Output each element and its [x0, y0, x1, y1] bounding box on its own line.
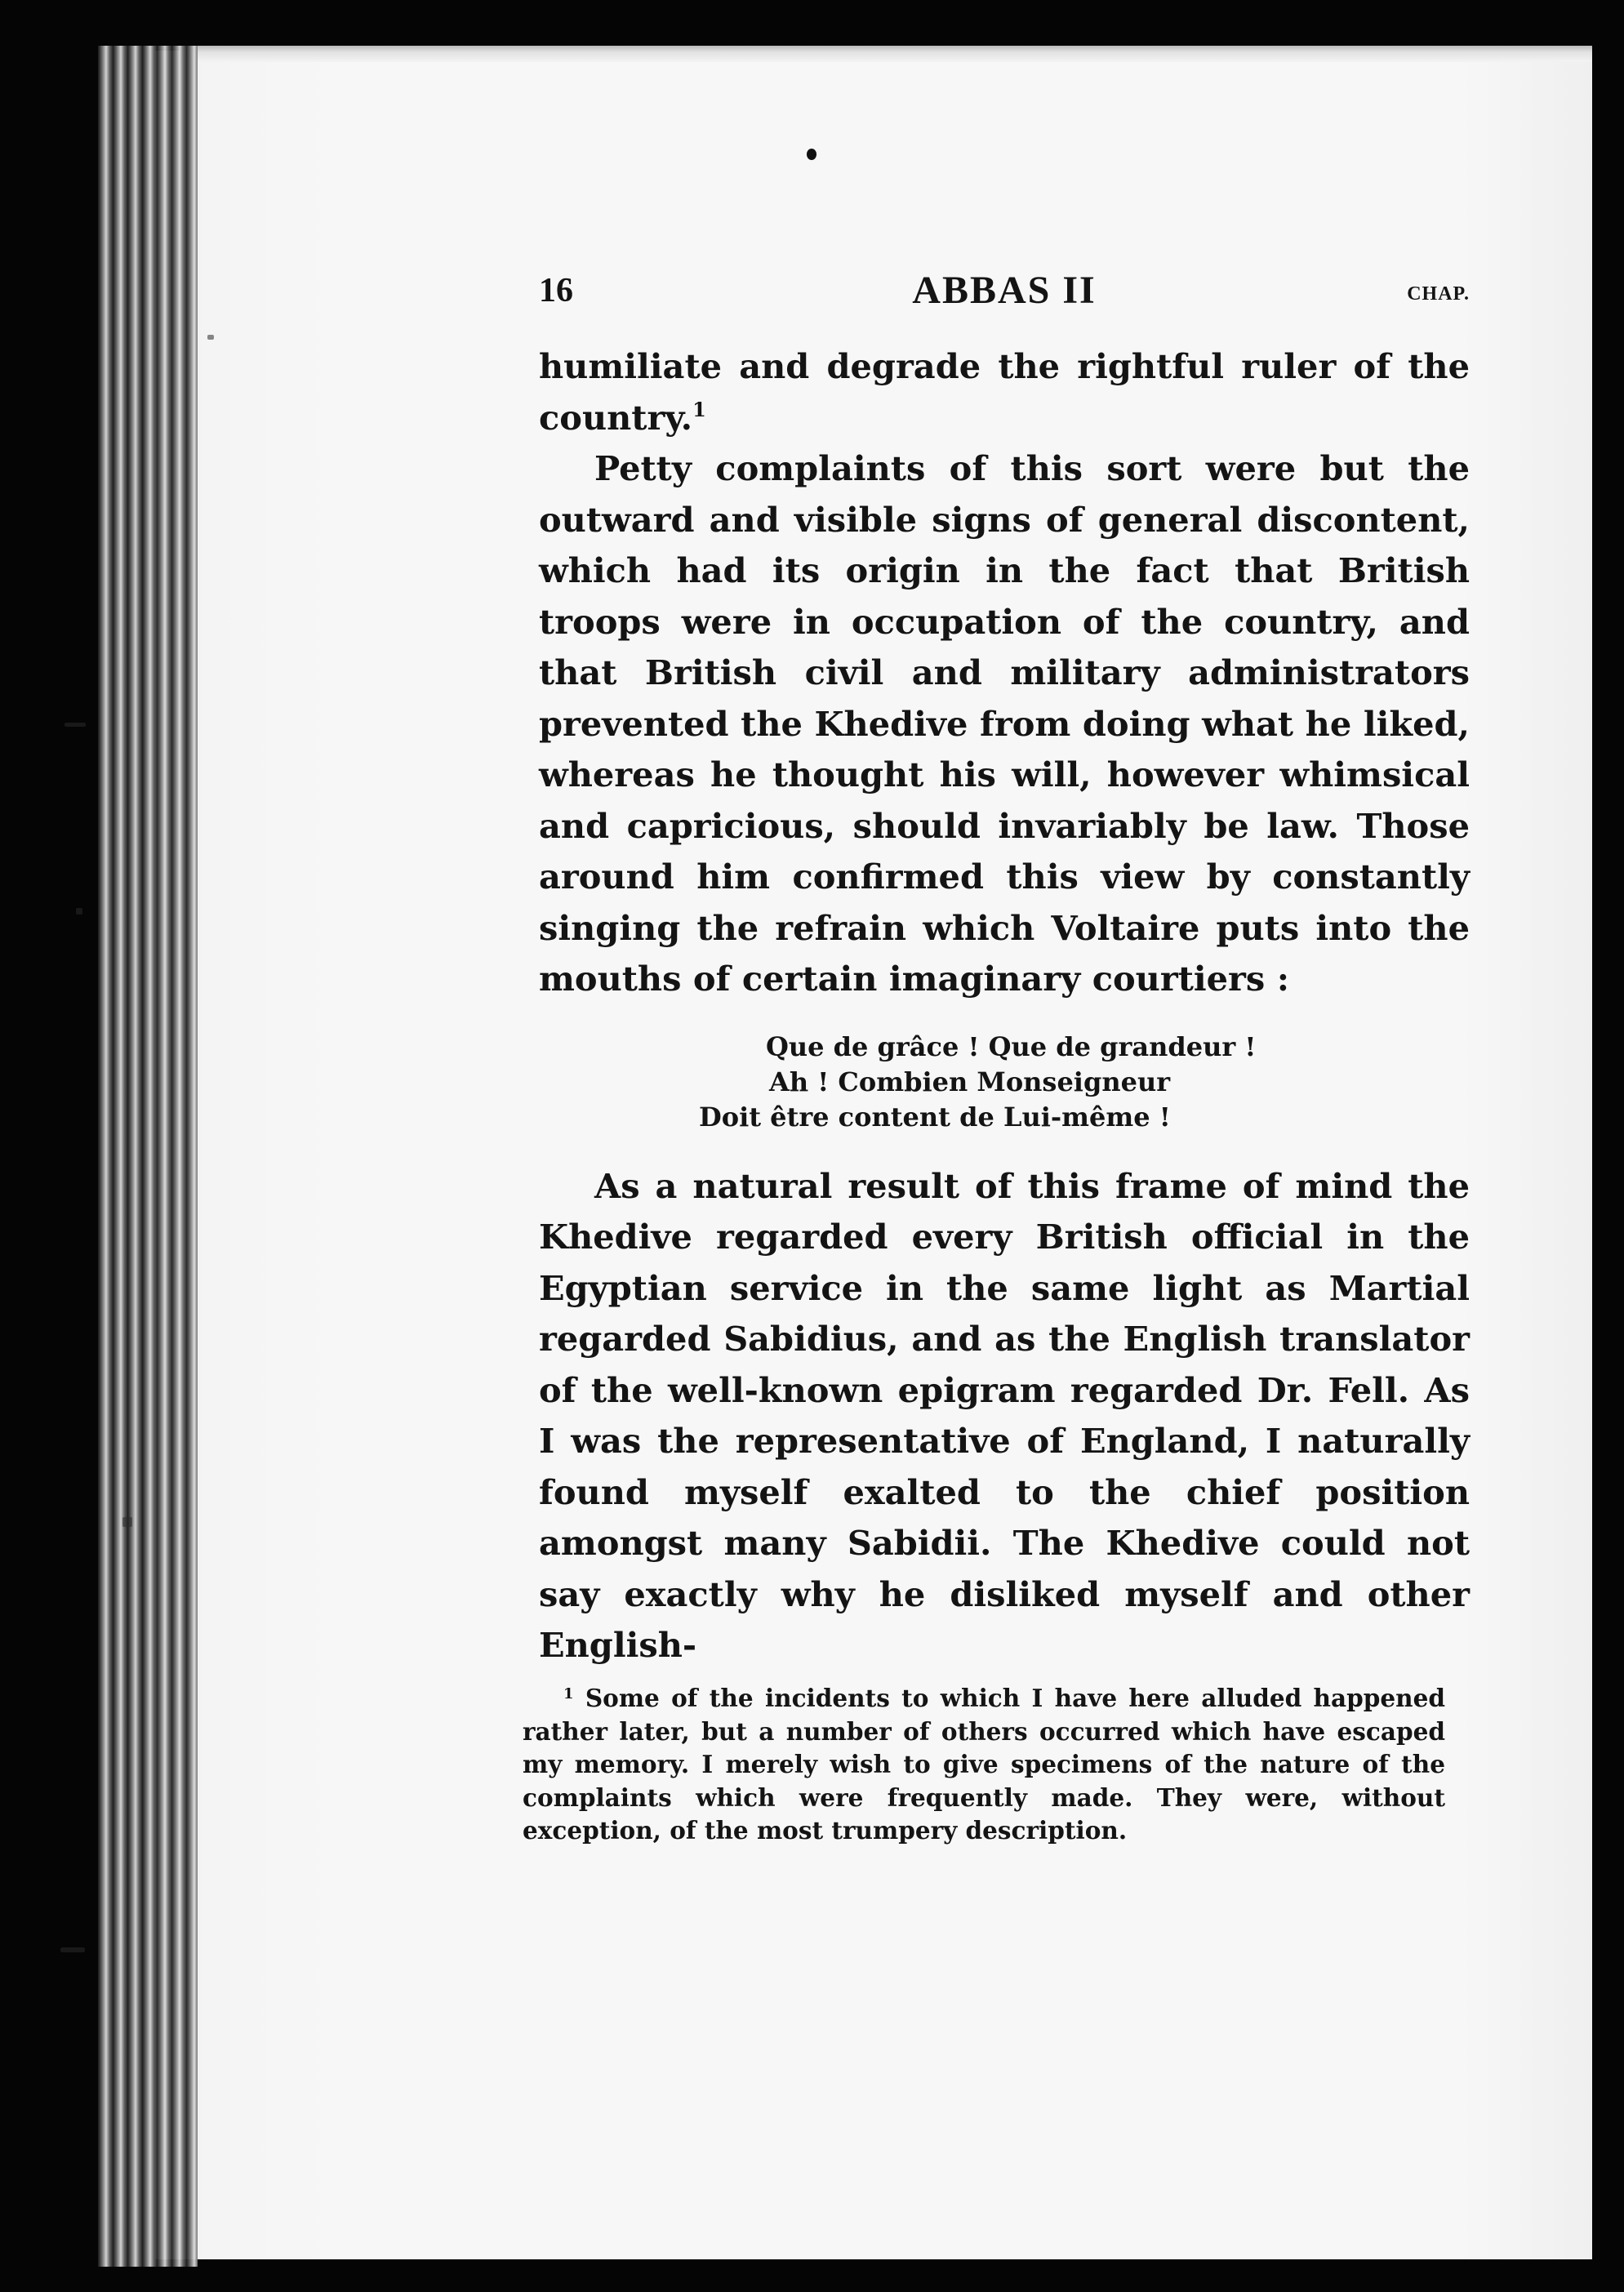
paragraph-1-text: humiliate and degrade the rightful ruler of the country.: [539, 346, 1470, 438]
margin-mark: [76, 908, 82, 915]
footnote-paragraph: [523, 1682, 1445, 1848]
footnote-reference: 1: [692, 397, 706, 421]
margin-mark: [60, 1947, 85, 1952]
footnote-marker: 1: [563, 1685, 574, 1702]
footnote: [523, 1682, 1445, 1848]
page-top-edge: [180, 46, 1592, 62]
chapter-abbreviation: CHAP.: [1407, 283, 1470, 305]
margin-mark: [207, 335, 214, 340]
paragraph-3: As a natural result of this frame of mind the Khedive regarded every British official in the Egyptian service in the same light as Martial regarded Sabidius, and as the English translator of the well-known epigram regarded Dr. Fell. As I was the representative of England, I naturally found myself exalted to the chief position amongst many Sabidii. The Khedive could not say exactly why he disliked myself and other English-: [539, 1165, 1470, 1665]
book-spine: [98, 46, 198, 2267]
page-number: 16: [539, 272, 573, 309]
body-text: [539, 341, 1470, 1671]
paragraph-2: Petty complaints of this sort were but the outward and visible signs of general discontent, which had its origin in the fact that British troops were in occupation of the country, and that British civil and military administrators prevented the Khedive from doing what he liked, whereas he thought his will, however whimsical and capricious, should invariably be law. Those around him confirmed this view by constantly singing the refrain which Voltaire puts into the mouths of certain imaginary courtiers :: [539, 448, 1470, 999]
verse-line-1: Que de grâce ! Que de grandeur !: [766, 1030, 1257, 1062]
ink-dot: [807, 149, 816, 160]
verse-quotation: [539, 1030, 1470, 1135]
footnote-text: Some of the incidents to which I have here alluded happened rather later, but a number of others occurred which have escaped my memory. I merely wish to give specimens of the nature of the complaints which were frequently made. They were, without exception, of the most trumpery description.: [523, 1684, 1445, 1845]
margin-mark: [65, 723, 86, 727]
verse-line-3: Doit être content de Lui-même !: [699, 1101, 1171, 1133]
margin-mark: [122, 1517, 132, 1527]
paragraph-1: [539, 341, 1470, 443]
verse-line-2: Ah ! Combien Monseigneur: [769, 1066, 1171, 1097]
running-head: [539, 266, 1470, 315]
running-title: ABBAS II: [912, 269, 1097, 312]
